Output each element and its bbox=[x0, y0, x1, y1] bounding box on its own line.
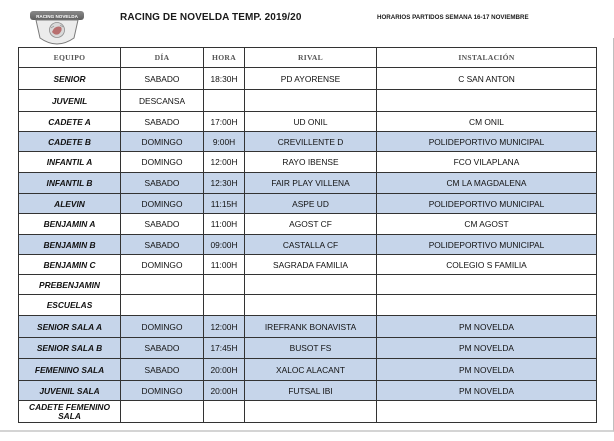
time-cell: 20:00H bbox=[204, 381, 245, 401]
table-row bbox=[19, 359, 597, 381]
column-header-rival: RIVAL bbox=[245, 48, 377, 68]
table-row bbox=[19, 295, 597, 316]
team-cell: BENJAMIN B bbox=[19, 235, 121, 255]
rival-cell: IREFRANK BONAVISTA bbox=[245, 316, 377, 338]
team-cell: SENIOR SALA A bbox=[19, 316, 121, 338]
week-subtitle: HORARIOS PARTIDOS SEMANA 16-17 NOVIEMBRE bbox=[377, 14, 529, 21]
column-header-dia: DÍA bbox=[121, 48, 204, 68]
team-cell: JUVENIL SALA bbox=[19, 381, 121, 401]
time-cell bbox=[204, 401, 245, 423]
day-cell bbox=[121, 275, 204, 295]
time-cell: 17:45H bbox=[204, 338, 245, 359]
rival-cell: AGOST CF bbox=[245, 214, 377, 235]
table-row bbox=[19, 132, 597, 152]
venue-cell: CM AGOST bbox=[377, 214, 597, 235]
time-cell: 11:00H bbox=[204, 214, 245, 235]
table-row bbox=[19, 275, 597, 295]
time-cell: 11:15H bbox=[204, 194, 245, 214]
venue-cell: PM NOVELDA bbox=[377, 338, 597, 359]
team-cell: ESCUELAS bbox=[19, 295, 121, 316]
table-row bbox=[19, 401, 597, 423]
venue-cell bbox=[377, 295, 597, 316]
day-cell: DOMINGO bbox=[121, 316, 204, 338]
day-cell: SABADO bbox=[121, 173, 204, 194]
table-row bbox=[19, 90, 597, 112]
venue-cell: POLIDEPORTIVO MUNICIPAL bbox=[377, 235, 597, 255]
table-row bbox=[19, 194, 597, 214]
venue-cell: COLEGIO S FAMILIA bbox=[377, 255, 597, 275]
time-cell: 11:00H bbox=[204, 255, 245, 275]
team-cell: PREBENJAMIN bbox=[19, 275, 121, 295]
rival-cell: ASPE UD bbox=[245, 194, 377, 214]
column-header-hora: HORA bbox=[204, 48, 245, 68]
team-cell: JUVENIL bbox=[19, 90, 121, 112]
day-cell: DOMINGO bbox=[121, 255, 204, 275]
page-title: RACING DE NOVELDA TEMP. 2019/20 bbox=[120, 12, 302, 23]
time-cell: 9:00H bbox=[204, 132, 245, 152]
time-cell bbox=[204, 90, 245, 112]
venue-cell: PM NOVELDA bbox=[377, 359, 597, 381]
table-row bbox=[19, 255, 597, 275]
rival-cell: CASTALLA CF bbox=[245, 235, 377, 255]
rival-cell bbox=[245, 401, 377, 423]
time-cell: 12:00H bbox=[204, 316, 245, 338]
day-cell: DOMINGO bbox=[121, 152, 204, 173]
time-cell: 20:00H bbox=[204, 359, 245, 381]
time-cell: 12:00H bbox=[204, 152, 245, 173]
table-row bbox=[19, 68, 597, 90]
rival-cell: UD ONIL bbox=[245, 112, 377, 132]
table-row bbox=[19, 235, 597, 255]
table-row bbox=[19, 316, 597, 338]
rival-cell: FUTSAL IBI bbox=[245, 381, 377, 401]
rival-cell: SAGRADA FAMILIA bbox=[245, 255, 377, 275]
team-cell: CADETE B bbox=[19, 132, 121, 152]
time-cell: 17:00H bbox=[204, 112, 245, 132]
team-cell: INFANTIL B bbox=[19, 173, 121, 194]
team-cell: CADETE A bbox=[19, 112, 121, 132]
team-cell: SENIOR bbox=[19, 68, 121, 90]
table-row bbox=[19, 152, 597, 173]
venue-cell: FCO VILAPLANA bbox=[377, 152, 597, 173]
schedule-table bbox=[18, 47, 597, 423]
team-cell: BENJAMIN A bbox=[19, 214, 121, 235]
time-cell: 18:30H bbox=[204, 68, 245, 90]
day-cell: DOMINGO bbox=[121, 381, 204, 401]
table-row bbox=[19, 173, 597, 194]
column-header-equipo: EQUIPO bbox=[19, 48, 121, 68]
team-cell: SENIOR SALA B bbox=[19, 338, 121, 359]
time-cell bbox=[204, 295, 245, 316]
venue-cell: PM NOVELDA bbox=[377, 381, 597, 401]
day-cell: DESCANSA bbox=[121, 90, 204, 112]
rival-cell: PD AYORENSE bbox=[245, 68, 377, 90]
table-row bbox=[19, 214, 597, 235]
rival-cell: BUSOT FS bbox=[245, 338, 377, 359]
rival-cell: XALOC ALACANT bbox=[245, 359, 377, 381]
table-row bbox=[19, 338, 597, 359]
time-cell bbox=[204, 275, 245, 295]
table-header-row bbox=[19, 48, 597, 68]
rival-cell bbox=[245, 275, 377, 295]
rival-cell: FAIR PLAY VILLENA bbox=[245, 173, 377, 194]
rival-cell: RAYO IBENSE bbox=[245, 152, 377, 173]
day-cell bbox=[121, 401, 204, 423]
team-cell: FEMENINO SALA bbox=[19, 359, 121, 381]
day-cell: SABADO bbox=[121, 338, 204, 359]
day-cell: DOMINGO bbox=[121, 132, 204, 152]
day-cell: DOMINGO bbox=[121, 194, 204, 214]
rival-cell bbox=[245, 295, 377, 316]
day-cell: SABADO bbox=[121, 214, 204, 235]
venue-cell bbox=[377, 90, 597, 112]
crest-lettering: RACING NOVELDA bbox=[36, 14, 78, 19]
venue-cell: POLIDEPORTIVO MUNICIPAL bbox=[377, 194, 597, 214]
team-cell: INFANTIL A bbox=[19, 152, 121, 173]
table-row bbox=[19, 381, 597, 401]
venue-cell: C SAN ANTON bbox=[377, 68, 597, 90]
team-cell: ALEVIN bbox=[19, 194, 121, 214]
rival-cell: CREVILLENTE D bbox=[245, 132, 377, 152]
team-cell: BENJAMIN C bbox=[19, 255, 121, 275]
column-header-instalacion: INSTALACIÓN bbox=[377, 48, 597, 68]
venue-cell: PM NOVELDA bbox=[377, 316, 597, 338]
time-cell: 09:00H bbox=[204, 235, 245, 255]
day-cell: SABADO bbox=[121, 68, 204, 90]
venue-cell: POLIDEPORTIVO MUNICIPAL bbox=[377, 132, 597, 152]
venue-cell bbox=[377, 401, 597, 423]
team-cell: CADETE FEMENINO SALA bbox=[19, 401, 121, 423]
table-row bbox=[19, 112, 597, 132]
venue-cell bbox=[377, 275, 597, 295]
time-cell: 12:30H bbox=[204, 173, 245, 194]
day-cell bbox=[121, 295, 204, 316]
day-cell: SABADO bbox=[121, 235, 204, 255]
venue-cell: CM ONIL bbox=[377, 112, 597, 132]
day-cell: SABADO bbox=[121, 359, 204, 381]
venue-cell: CM LA MAGDALENA bbox=[377, 173, 597, 194]
rival-cell bbox=[245, 90, 377, 112]
day-cell: SABADO bbox=[121, 112, 204, 132]
